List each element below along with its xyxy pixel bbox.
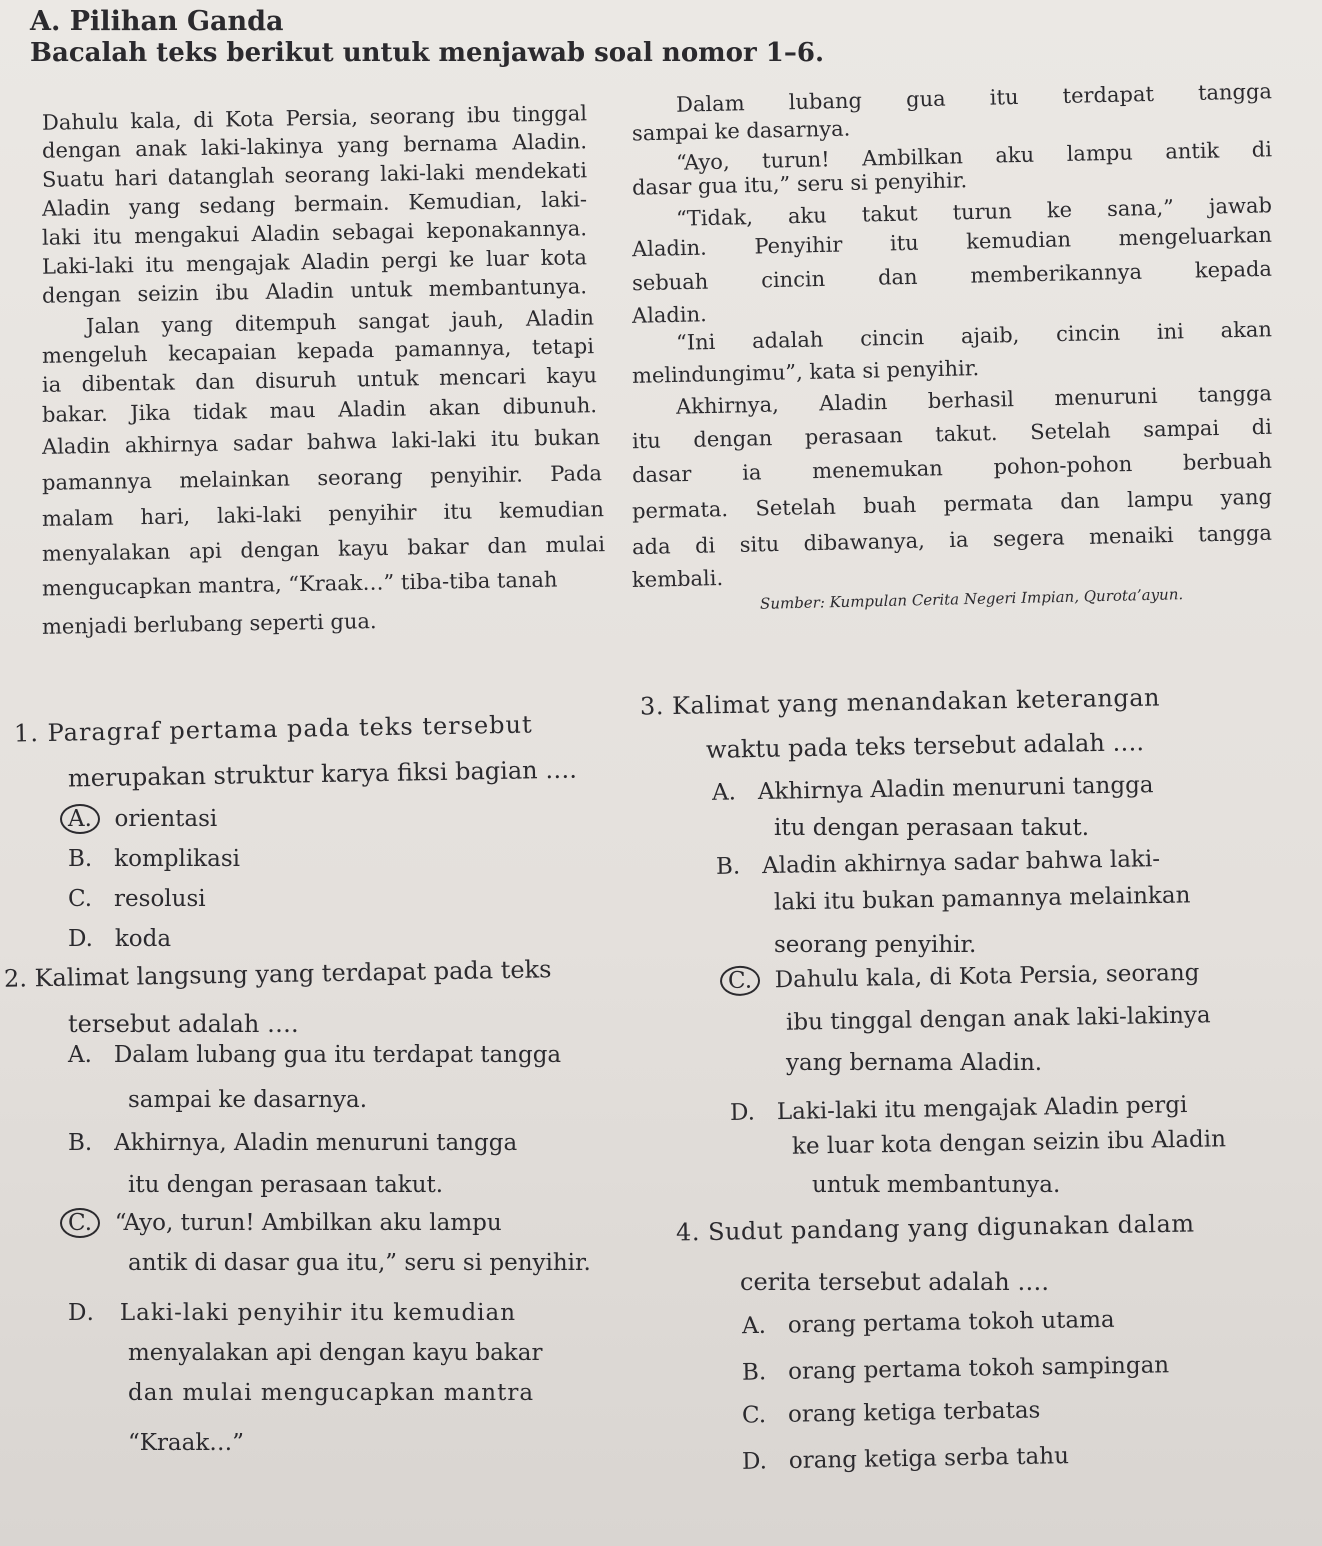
story-line: menjadi berlubang seperti gua.	[41, 609, 377, 639]
option-text: resolusi	[114, 886, 206, 912]
option-text: Akhirnya, Aladin menuruni tangga	[114, 1130, 518, 1156]
option-c[interactable]	[60, 1208, 502, 1238]
option-text: dan mulai mengucapkan mantra	[128, 1380, 535, 1406]
option-d[interactable]	[730, 1092, 1188, 1126]
option-b[interactable]	[742, 1352, 1170, 1385]
option-letter: C.	[68, 886, 93, 912]
story-line: dengan seizin ibu Aladin untuk membantunya.	[41, 274, 588, 308]
story-line: laki itu mengakui Aladin sebagai keponakannya.	[41, 216, 588, 250]
question-text: merupakan struktur karya fiksi bagian ….	[67, 755, 578, 793]
option-text: komplikasi	[114, 846, 240, 872]
option-text: untuk membantunya.	[812, 1172, 1061, 1198]
story-line: bakar. Jika tidak mau Aladin akan dibunuh.	[41, 393, 598, 427]
story-line: dasar gua itu,” seru si penyihir.	[631, 168, 968, 200]
story-line: sebuah cincin dan memberikannya kepada	[631, 256, 1273, 296]
question-text: 4. Sudut pandang yang digunakan dalam	[675, 1209, 1195, 1247]
answer-mark: C.	[720, 965, 761, 996]
story-line: permata. Setelah buah permata dan lampu yang	[631, 484, 1273, 524]
option-letter: A.	[741, 1312, 767, 1340]
option-a[interactable]	[712, 772, 1154, 806]
answer-mark: C.	[60, 1208, 100, 1238]
story-line: mengeluh kecapaian kepada pamannya, tetapi	[41, 334, 595, 368]
option-letter: A.	[68, 1042, 92, 1068]
option-text: itu dengan perasaan takut.	[774, 815, 1090, 841]
option-text: Dalam lubang gua itu terdapat tangga	[113, 1042, 562, 1068]
option-b[interactable]	[68, 1130, 517, 1156]
option-letter: B.	[715, 853, 741, 880]
story-line: dasar ia menemukan pohon-pohon berbuah	[631, 448, 1273, 488]
option-text: orientasi	[114, 806, 218, 832]
option-text: ke luar kota dengan seizin ibu Aladin	[791, 1126, 1227, 1160]
story-line: pamannya melainkan seorang penyihir. Pada	[41, 461, 603, 495]
story-line: Jalan yang ditempuh sangat jauh, Aladin	[85, 305, 595, 339]
option-text: sampai ke dasarnya.	[128, 1087, 368, 1113]
section-title: A. Pilihan Ganda	[30, 6, 284, 37]
question-text: cerita tersebut adalah ….	[740, 1268, 1049, 1296]
question-text: 1. Paragraf pertama pada teks tersebut	[13, 710, 533, 748]
option-text: laki itu bukan pamannya melainkan	[773, 882, 1191, 916]
option-c[interactable]	[742, 1397, 1041, 1428]
option-text: Laki-laki penyihir itu kemudian	[119, 1300, 517, 1326]
option-d[interactable]	[68, 1300, 516, 1326]
story-line: malam hari, laki-laki penyihir itu kemudian	[41, 497, 605, 531]
option-d[interactable]	[68, 926, 171, 952]
option-text: yang bernama Aladin.	[786, 1050, 1043, 1076]
option-a[interactable]	[68, 1042, 561, 1068]
story-line: itu dengan perasaan takut. Setelah sampai di	[631, 414, 1273, 454]
story-source: Sumber: Kumpulan Cerita Negeri Impian, Qurota’ayun.	[759, 585, 1184, 613]
option-a[interactable]	[60, 804, 217, 834]
option-text: orang ketiga terbatas	[787, 1397, 1041, 1428]
story-line: ia dibentak dan disuruh untuk mencari kayu	[41, 363, 598, 397]
story-line: “Tidak, aku takut turun ke sana,” jawab	[675, 193, 1273, 231]
option-d[interactable]	[742, 1443, 1069, 1475]
story-line: Aladin akhirnya sadar bahwa laki-laki itu bukan	[41, 425, 601, 459]
option-letter: A.	[711, 779, 737, 806]
option-c[interactable]	[68, 886, 206, 912]
option-text: orang ketiga serba tahu	[788, 1443, 1070, 1475]
story-line: Akhirnya, Aladin berhasil menuruni tangga	[675, 381, 1273, 419]
option-letter: B.	[68, 846, 93, 872]
story-line: menyalakan api dengan kayu bakar dan mulai	[41, 532, 606, 566]
option-text: Dahulu kala, di Kota Persia, seorang	[774, 959, 1200, 994]
option-text: “Ayo, turun! Ambilkan aku lampu	[114, 1210, 502, 1236]
story-line: Suatu hari datanglah seorang laki-laki mendekati	[41, 158, 588, 192]
story-line: Dalam lubang gua itu terdapat tangga	[675, 79, 1273, 117]
option-text: orang pertama tokoh utama	[787, 1306, 1115, 1339]
option-letter: D.	[68, 1300, 95, 1326]
option-text: menyalakan api dengan kayu bakar	[128, 1340, 543, 1366]
option-c[interactable]	[720, 958, 1200, 996]
story-line: sampai ke dasarnya.	[631, 116, 851, 146]
story-line: Aladin. Penyihir itu kemudian mengeluarkan	[631, 222, 1273, 262]
option-text: Akhirnya Aladin menuruni tangga	[757, 772, 1154, 806]
option-letter: D.	[729, 1099, 756, 1126]
instruction: Bacalah teks berikut untuk menjawab soal nomor 1–6.	[30, 38, 825, 68]
option-text: koda	[114, 926, 172, 952]
story-line: “Ini adalah cincin ajaib, cincin ini akan	[675, 317, 1273, 355]
question-text: tersebut adalah ….	[68, 1010, 299, 1038]
story-line: Aladin yang sedang bermain. Kemudian, laki-	[41, 187, 588, 221]
story-line: Laki-laki itu mengajak Aladin pergi ke luar kota	[41, 245, 588, 279]
option-text: “Kraak…”	[128, 1430, 245, 1456]
option-letter: C.	[741, 1402, 767, 1429]
option-text: itu dengan perasaan takut.	[128, 1172, 444, 1198]
story-line: “Ayo, turun! Ambilkan aku lampu antik di	[675, 137, 1273, 175]
option-text: Laki-laki itu mengajak Aladin pergi	[776, 1092, 1188, 1126]
option-letter: D.	[68, 926, 93, 952]
option-a[interactable]	[742, 1307, 1115, 1340]
option-text: seorang penyihir.	[774, 932, 977, 958]
option-text: ibu tinggal dengan anak laki-lakinya	[785, 1002, 1211, 1036]
option-text: antik di dasar gua itu,” seru si penyihir.	[128, 1250, 591, 1276]
story-line: ada di situ dibawanya, ia segera menaiki tangga	[631, 520, 1273, 560]
option-text: Aladin akhirnya sadar bahwa laki-	[761, 846, 1161, 880]
question-text: 2. Kalimat langsung yang terdapat pada teks	[3, 955, 552, 993]
story-line: dengan anak laki-lakinya yang bernama Aladin.	[41, 129, 588, 163]
question-text: waktu pada teks tersebut adalah ….	[705, 728, 1145, 764]
option-letter: D.	[741, 1448, 768, 1475]
answer-mark: A.	[60, 804, 100, 834]
option-text: orang pertama tokoh sampingan	[787, 1352, 1170, 1385]
option-letter: B.	[741, 1359, 767, 1386]
option-letter: B.	[68, 1130, 93, 1156]
story-line: Aladin.	[631, 302, 708, 328]
story-line: melindungimu”, kata si penyihir.	[631, 356, 980, 388]
story-line: kembali.	[631, 565, 724, 593]
story-line: mengucapkan mantra, “Kraak…” tiba-tiba tanah	[41, 567, 558, 601]
option-b[interactable]	[716, 846, 1160, 880]
story-line: Dahulu kala, di Kota Persia, seorang ibu tinggal	[41, 101, 588, 135]
option-b[interactable]	[68, 846, 240, 872]
question-text: 3. Kalimat yang menandakan keterangan	[639, 683, 1161, 721]
